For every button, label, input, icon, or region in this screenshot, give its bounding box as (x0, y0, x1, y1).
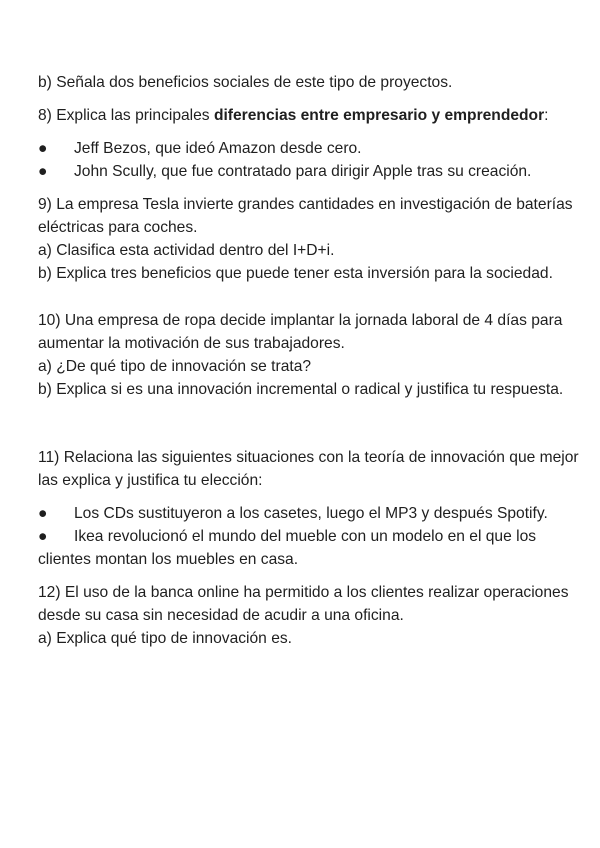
question-12-stem: 12) El uso de la banca online ha permitido a los clientes realizar operaciones desde su casa sin necesidad de acudir a una oficina. (38, 584, 569, 624)
question-11-bullet-2 (38, 525, 583, 571)
question-8-prefix: 8) Explica las principales (38, 107, 214, 124)
question-8-bold: diferencias entre empresario y emprendedor (213, 107, 545, 124)
question-9b: b) Explica tres beneficios que puede tener esta inversión para la sociedad. (38, 265, 553, 282)
question-9a: a) Clasifica esta actividad dentro del I+D+i. (38, 242, 335, 259)
bullet-icon: ● (38, 505, 48, 522)
bullet-icon: ● (38, 163, 48, 180)
document-page (38, 71, 583, 650)
question-10-stem: 10) Una empresa de ropa decide implantar la jornada laboral de 4 días para aumentar la motivación de sus trabajadores. (38, 312, 563, 352)
bullet-text: John Scully, que fue contratado para dirigir Apple tras su creación. (74, 163, 532, 180)
question-9-stem: 9) La empresa Tesla invierte grandes cantidades en investigación de baterías eléctricas para coches. (38, 196, 573, 236)
question-8 (38, 104, 583, 127)
bullet-text: Ikea revolucionó el mundo del mueble con un modelo en el que los clientes montan los muebles en casa. (38, 528, 537, 568)
question-11-stem: 11) Relaciona las siguientes situaciones con la teoría de innovación que mejor las explica y justifica tu elección: (38, 449, 579, 489)
bullet-text: Jeff Bezos, que ideó Amazon desde cero. (74, 140, 362, 157)
question-10b: b) Explica si es una innovación incremental o radical y justifica tu respuesta. (38, 381, 564, 398)
question-11-bullet-1 (38, 502, 583, 525)
bullet-text: Los CDs sustituyeron a los casetes, luego el MP3 y después Spotify. (74, 505, 548, 522)
question-8-bullet-1 (38, 137, 583, 160)
question-12a: a) Explica qué tipo de innovación es. (38, 630, 292, 647)
bullet-icon: ● (38, 528, 48, 545)
question-8-bullet-2 (38, 160, 583, 183)
bullet-icon: ● (38, 140, 48, 157)
question-10a: a) ¿De qué tipo de innovación se trata? (38, 358, 312, 375)
question-7b: b) Señala dos beneficios sociales de este tipo de proyectos. (38, 74, 453, 91)
question-8-suffix: : (544, 107, 549, 124)
